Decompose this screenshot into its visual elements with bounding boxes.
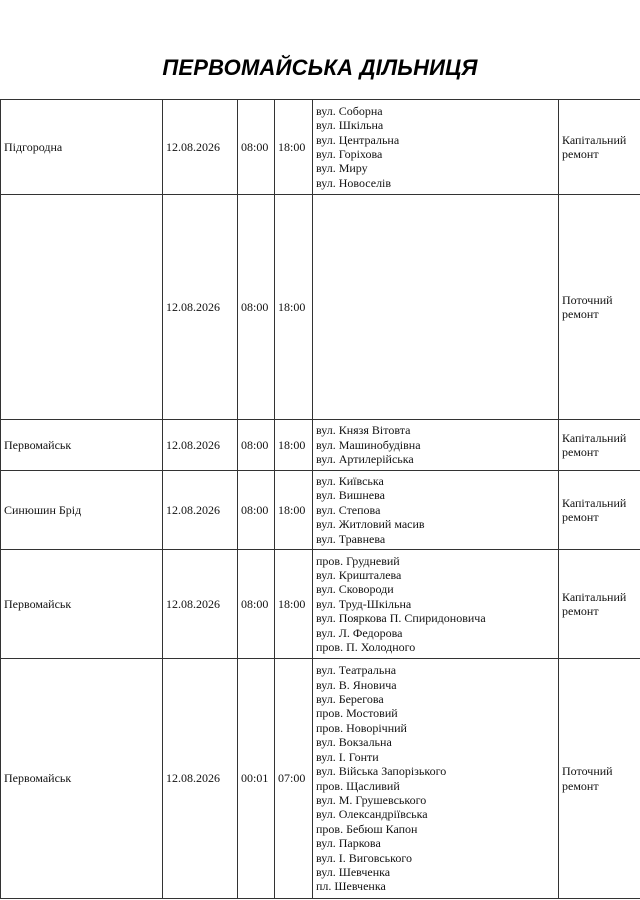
work-type-cell: [559, 471, 640, 550]
street-item: вул. Новоселів: [316, 175, 392, 190]
streets-cell: [313, 195, 559, 420]
work-type-line: Поточний: [562, 764, 613, 779]
street-item: пров. П. Холодного: [316, 640, 416, 655]
streets-cell: [313, 471, 559, 550]
street-item: вул. Пояркова П. Спиридоновича: [316, 611, 486, 626]
start-time-cell: 08:00: [238, 550, 275, 659]
end-time-cell: 18:00: [275, 195, 313, 420]
street-item: вул. В. Яновича: [316, 677, 397, 692]
street-item: пров. Мостовий: [316, 706, 398, 721]
street-item: вул. Л. Федорова: [316, 625, 403, 640]
work-type-line: ремонт: [562, 307, 599, 321]
start-time-cell: 00:01: [238, 659, 275, 899]
place-cell: Первомайськ: [1, 550, 163, 659]
date-cell: 12.08.2026: [163, 659, 238, 899]
table-row: [1, 659, 640, 899]
streets-cell: [313, 550, 559, 659]
end-time-cell: 18:00: [275, 100, 313, 195]
street-item: вул. Миру: [316, 161, 368, 176]
end-time-cell: 07:00: [275, 659, 313, 899]
place-cell: Первомайськ: [1, 420, 163, 471]
date-cell: 12.08.2026: [163, 471, 238, 550]
table-row: [1, 195, 640, 420]
table-row: [1, 471, 640, 550]
work-type-line: ремонт: [562, 147, 599, 161]
work-type-cell: [559, 659, 640, 899]
street-item: вул. Шевченка: [316, 864, 391, 879]
street-item: вул. Кришталева: [316, 567, 402, 582]
street-item: вул. Вишнева: [316, 488, 385, 503]
street-item: вул. Житловий масив: [316, 517, 425, 532]
end-time-cell: 18:00: [275, 550, 313, 659]
work-type-line: Капітальний: [562, 495, 627, 510]
work-type-line: ремонт: [562, 510, 599, 524]
start-time-cell: 08:00: [238, 100, 275, 195]
street-item: вул. Сковороди: [316, 582, 394, 597]
streets-cell: [313, 420, 559, 471]
street-item: вул. Театральна: [316, 663, 397, 678]
place-cell: Синюшин Брід: [1, 471, 163, 550]
work-type-cell: [559, 100, 640, 195]
streets-cell: [313, 659, 559, 899]
street-item: пл. Шевченка: [316, 879, 386, 894]
date-cell: 12.08.2026: [163, 550, 238, 659]
street-item: вул. І. Виговського: [316, 850, 412, 865]
place-cell: Підгородна: [1, 100, 163, 195]
schedule-body: [1, 100, 640, 899]
street-item: вул. І. Гонти: [316, 749, 379, 764]
street-item: пров. Бебюш Капон: [316, 821, 418, 836]
street-item: вул. Князя Вітовта: [316, 423, 411, 438]
street-item: вул. Берегова: [316, 692, 384, 707]
end-time-cell: 18:00: [275, 471, 313, 550]
page-title: ПЕРВОМАЙСЬКА ДІЛЬНИЦЯ: [162, 55, 478, 80]
street-item: вул. Соборна: [316, 103, 383, 118]
start-time-cell: 08:00: [238, 420, 275, 471]
street-item: вул. Паркова: [316, 836, 381, 851]
street-item: пров. Щасливий: [316, 778, 400, 793]
work-type-cell: [559, 550, 640, 659]
place-cell: Первомайськ: [1, 659, 163, 899]
work-type-line: Капітальний: [562, 132, 627, 147]
table-row: [1, 100, 640, 195]
date-cell: 12.08.2026: [163, 100, 238, 195]
work-type-line: ремонт: [562, 604, 599, 618]
street-item: вул. Олександріївська: [316, 807, 428, 822]
outage-schedule-table: [0, 99, 640, 899]
street-item: пров. Грудневий: [316, 553, 400, 568]
place-cell: [1, 195, 163, 420]
work-type-line: ремонт: [562, 778, 599, 793]
street-item: вул. Степова: [316, 502, 381, 517]
work-type-cell: [559, 195, 640, 420]
street-item: вул. Центральна: [316, 132, 400, 147]
work-type-line: Поточний: [562, 292, 613, 307]
work-type-line: Капітальний: [562, 589, 627, 604]
street-item: вул. М. Грушевського: [316, 792, 427, 807]
streets-cell: [313, 100, 559, 195]
street-item: вул. Травнева: [316, 531, 386, 546]
date-cell: 12.08.2026: [163, 420, 238, 471]
street-item: вул. Війська Запорізького: [316, 764, 447, 779]
street-item: вул. Вокзальна: [316, 735, 392, 750]
street-item: вул. Горіхова: [316, 147, 383, 161]
street-item: вул. Шкільна: [316, 118, 384, 133]
street-item: вул. Київська: [316, 473, 384, 488]
work-type-line: Капітальний: [562, 430, 627, 445]
work-type-cell: [559, 420, 640, 471]
street-item: вул. Машинобудівна: [316, 437, 421, 452]
date-cell: 12.08.2026: [163, 195, 238, 420]
start-time-cell: 08:00: [238, 471, 275, 550]
street-item: вул. Артилерійська: [316, 452, 414, 467]
street-item: вул. Труд-Шкільна: [316, 596, 412, 611]
end-time-cell: 18:00: [275, 420, 313, 471]
street-item: пров. Новорічний: [316, 720, 407, 735]
work-type-line: ремонт: [562, 445, 599, 459]
table-row: [1, 550, 640, 659]
table-row: [1, 420, 640, 471]
start-time-cell: 08:00: [238, 195, 275, 420]
